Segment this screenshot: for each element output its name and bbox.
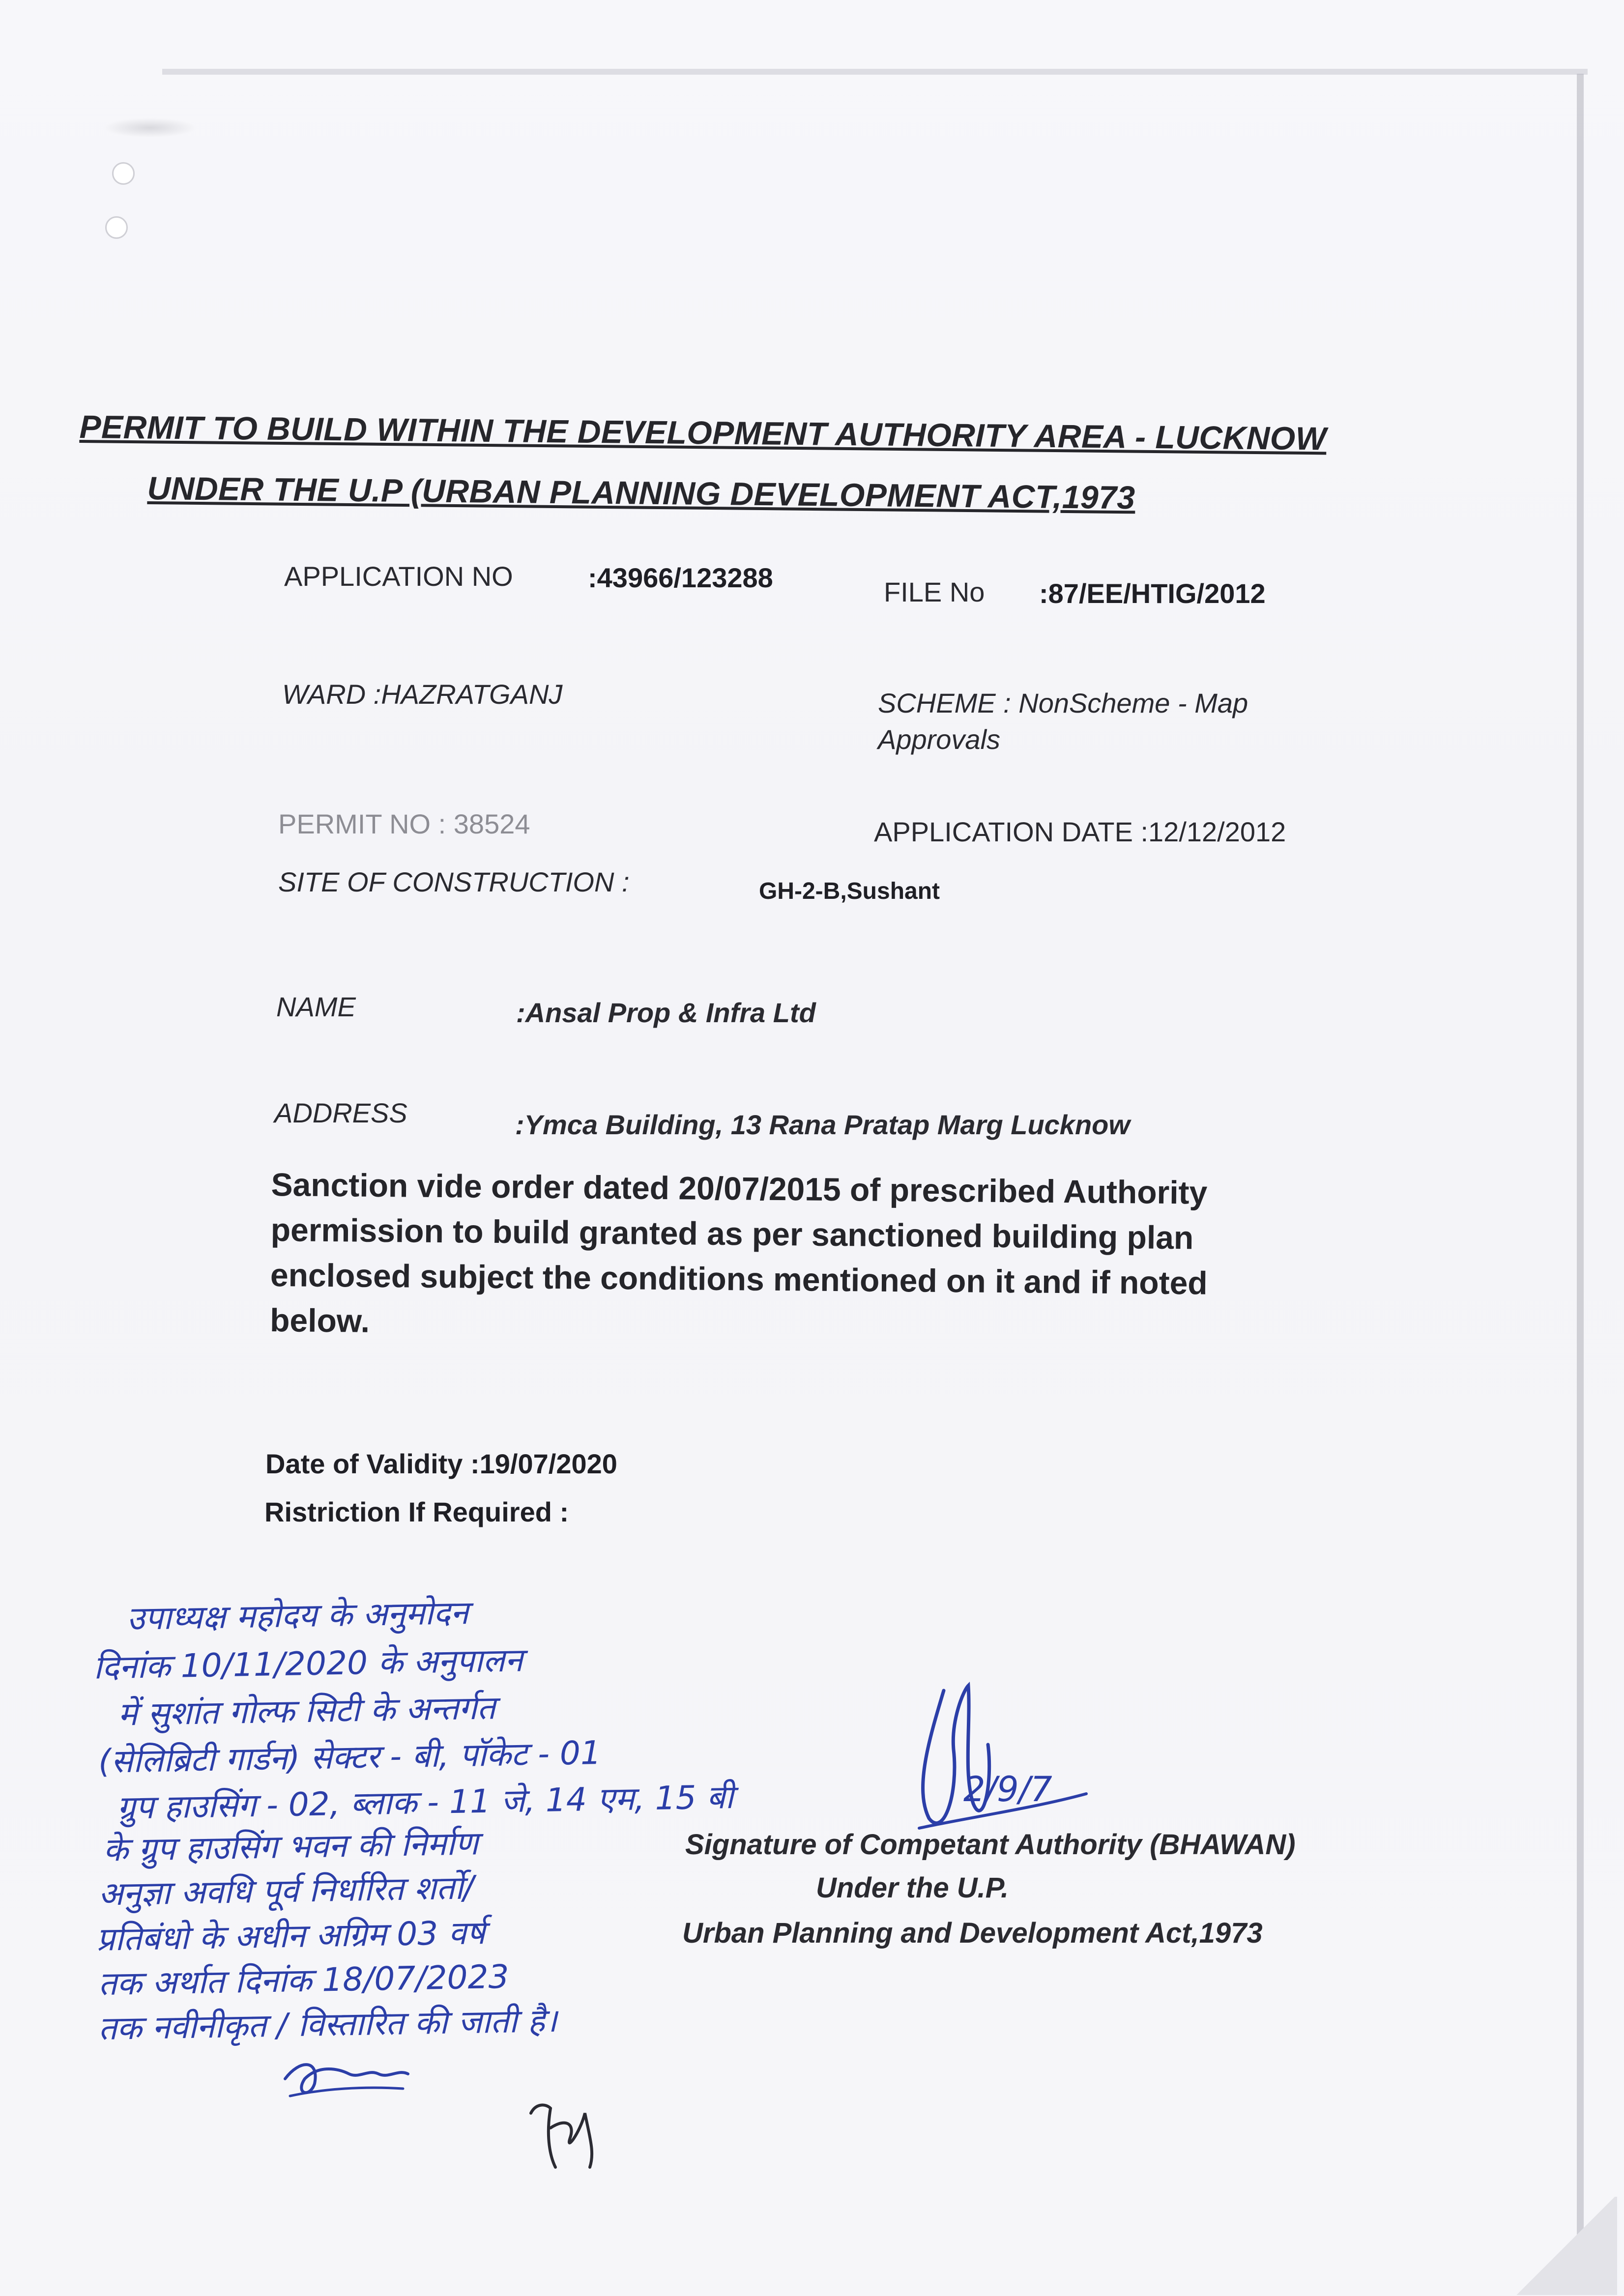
handwritten-line: तक अर्थात दिनांक 18/07/2023 xyxy=(98,1957,510,2003)
handwritten-line: के ग्रुप हाउसिंग भवन की निर्माण xyxy=(103,1824,479,1869)
page-curl xyxy=(1514,2197,1617,2295)
file-no-label: FILE No xyxy=(884,576,985,607)
handwritten-line: अनुज्ञा अवधि पूर्व निर्धारित शर्तो/ xyxy=(98,1868,474,1913)
sanction-line: permission to build granted as per sanctioned building plan xyxy=(270,1211,1194,1256)
signature-line-2: Under the U.P. xyxy=(816,1872,1009,1904)
handwritten-line: उपाध्यक्ष महोदय के अनुमोदन xyxy=(126,1593,469,1638)
heading-line-2: UNDER THE U.P (URBAN PLANNING DEVELOPMENT ACT,1973 xyxy=(147,469,1135,516)
sanction-line: below. xyxy=(269,1301,370,1339)
signature-line-3: Urban Planning and Development Act,1973 xyxy=(682,1917,1263,1949)
sanction-line: enclosed subject the conditions mentioned on it and if noted xyxy=(270,1256,1208,1301)
handwritten-line: (सेलिब्रिटी गार्डन) सेक्टर - बी, पॉकेट - 01 xyxy=(98,1734,602,1780)
name-value: :Ansal Prop & Infra Ltd xyxy=(516,997,816,1028)
handwritten-line: ग्रुप हाउसिंग - 02, ब्लाक - 11 जे, 14 एम, 15 बी xyxy=(116,1778,734,1827)
application-date: APPLICATION DATE :12/12/2012 xyxy=(874,816,1286,847)
address-value: :Ymca Building, 13 Rana Pratap Marg Lucknow xyxy=(515,1109,1130,1140)
heading-line-1: PERMIT TO BUILD WITHIN THE DEVELOPMENT AUTHORITY AREA - LUCKNOW xyxy=(79,408,1327,457)
scheme-line-2: Approvals xyxy=(878,724,1001,755)
address-label: ADDRESS xyxy=(274,1097,407,1128)
site-value: GH-2-B,Sushant xyxy=(759,878,940,904)
scheme-line-1: SCHEME : NonScheme - Map xyxy=(878,688,1248,718)
name-label: NAME xyxy=(276,991,356,1022)
ward: WARD :HAZRATGANJ xyxy=(282,679,563,710)
date-of-validity: Date of Validity :19/07/2020 xyxy=(265,1448,617,1479)
sanction-line: Sanction vide order dated 20/07/2015 of prescribed Authority xyxy=(271,1166,1208,1211)
initials-signature-icon xyxy=(516,2084,614,2182)
handwritten-line: दिनांक 10/11/2020 के अनुपालन xyxy=(93,1641,523,1687)
handwritten-line: में सुशांत गोल्फ सिटी के अन्तर्गत xyxy=(117,1689,496,1733)
sanction-paragraph xyxy=(270,1162,1363,1352)
application-no-value: :43966/123288 xyxy=(588,562,773,593)
signature-date: 2/9/7 xyxy=(963,1769,1052,1809)
punch-hole-icon xyxy=(112,162,135,185)
scan-smudge xyxy=(103,118,197,138)
application-no-label: APPLICATION NO xyxy=(284,561,513,592)
punch-hole-icon xyxy=(105,216,128,239)
permit-no: PERMIT NO : 38524 xyxy=(278,808,530,839)
scan-edge-top xyxy=(162,69,1588,75)
restriction: Ristriction If Required : xyxy=(264,1496,569,1527)
signature-line-1: Signature of Competant Authority (BHAWAN) xyxy=(685,1829,1296,1861)
scan-edge-right xyxy=(1577,74,1584,2236)
handwritten-line: तक नवीनीकृत / विस्तारित की जाती है। xyxy=(98,2001,558,2048)
site-label: SITE OF CONSTRUCTION : xyxy=(278,866,630,897)
file-no-value: :87/EE/HTIG/2012 xyxy=(1039,578,1266,609)
initials-signature-icon xyxy=(275,2039,423,2108)
authority-signature-icon xyxy=(885,1671,1091,1858)
handwritten-line: प्रतिबंधो के अधीन अग्रिम 03 वर्ष xyxy=(96,1914,486,1958)
